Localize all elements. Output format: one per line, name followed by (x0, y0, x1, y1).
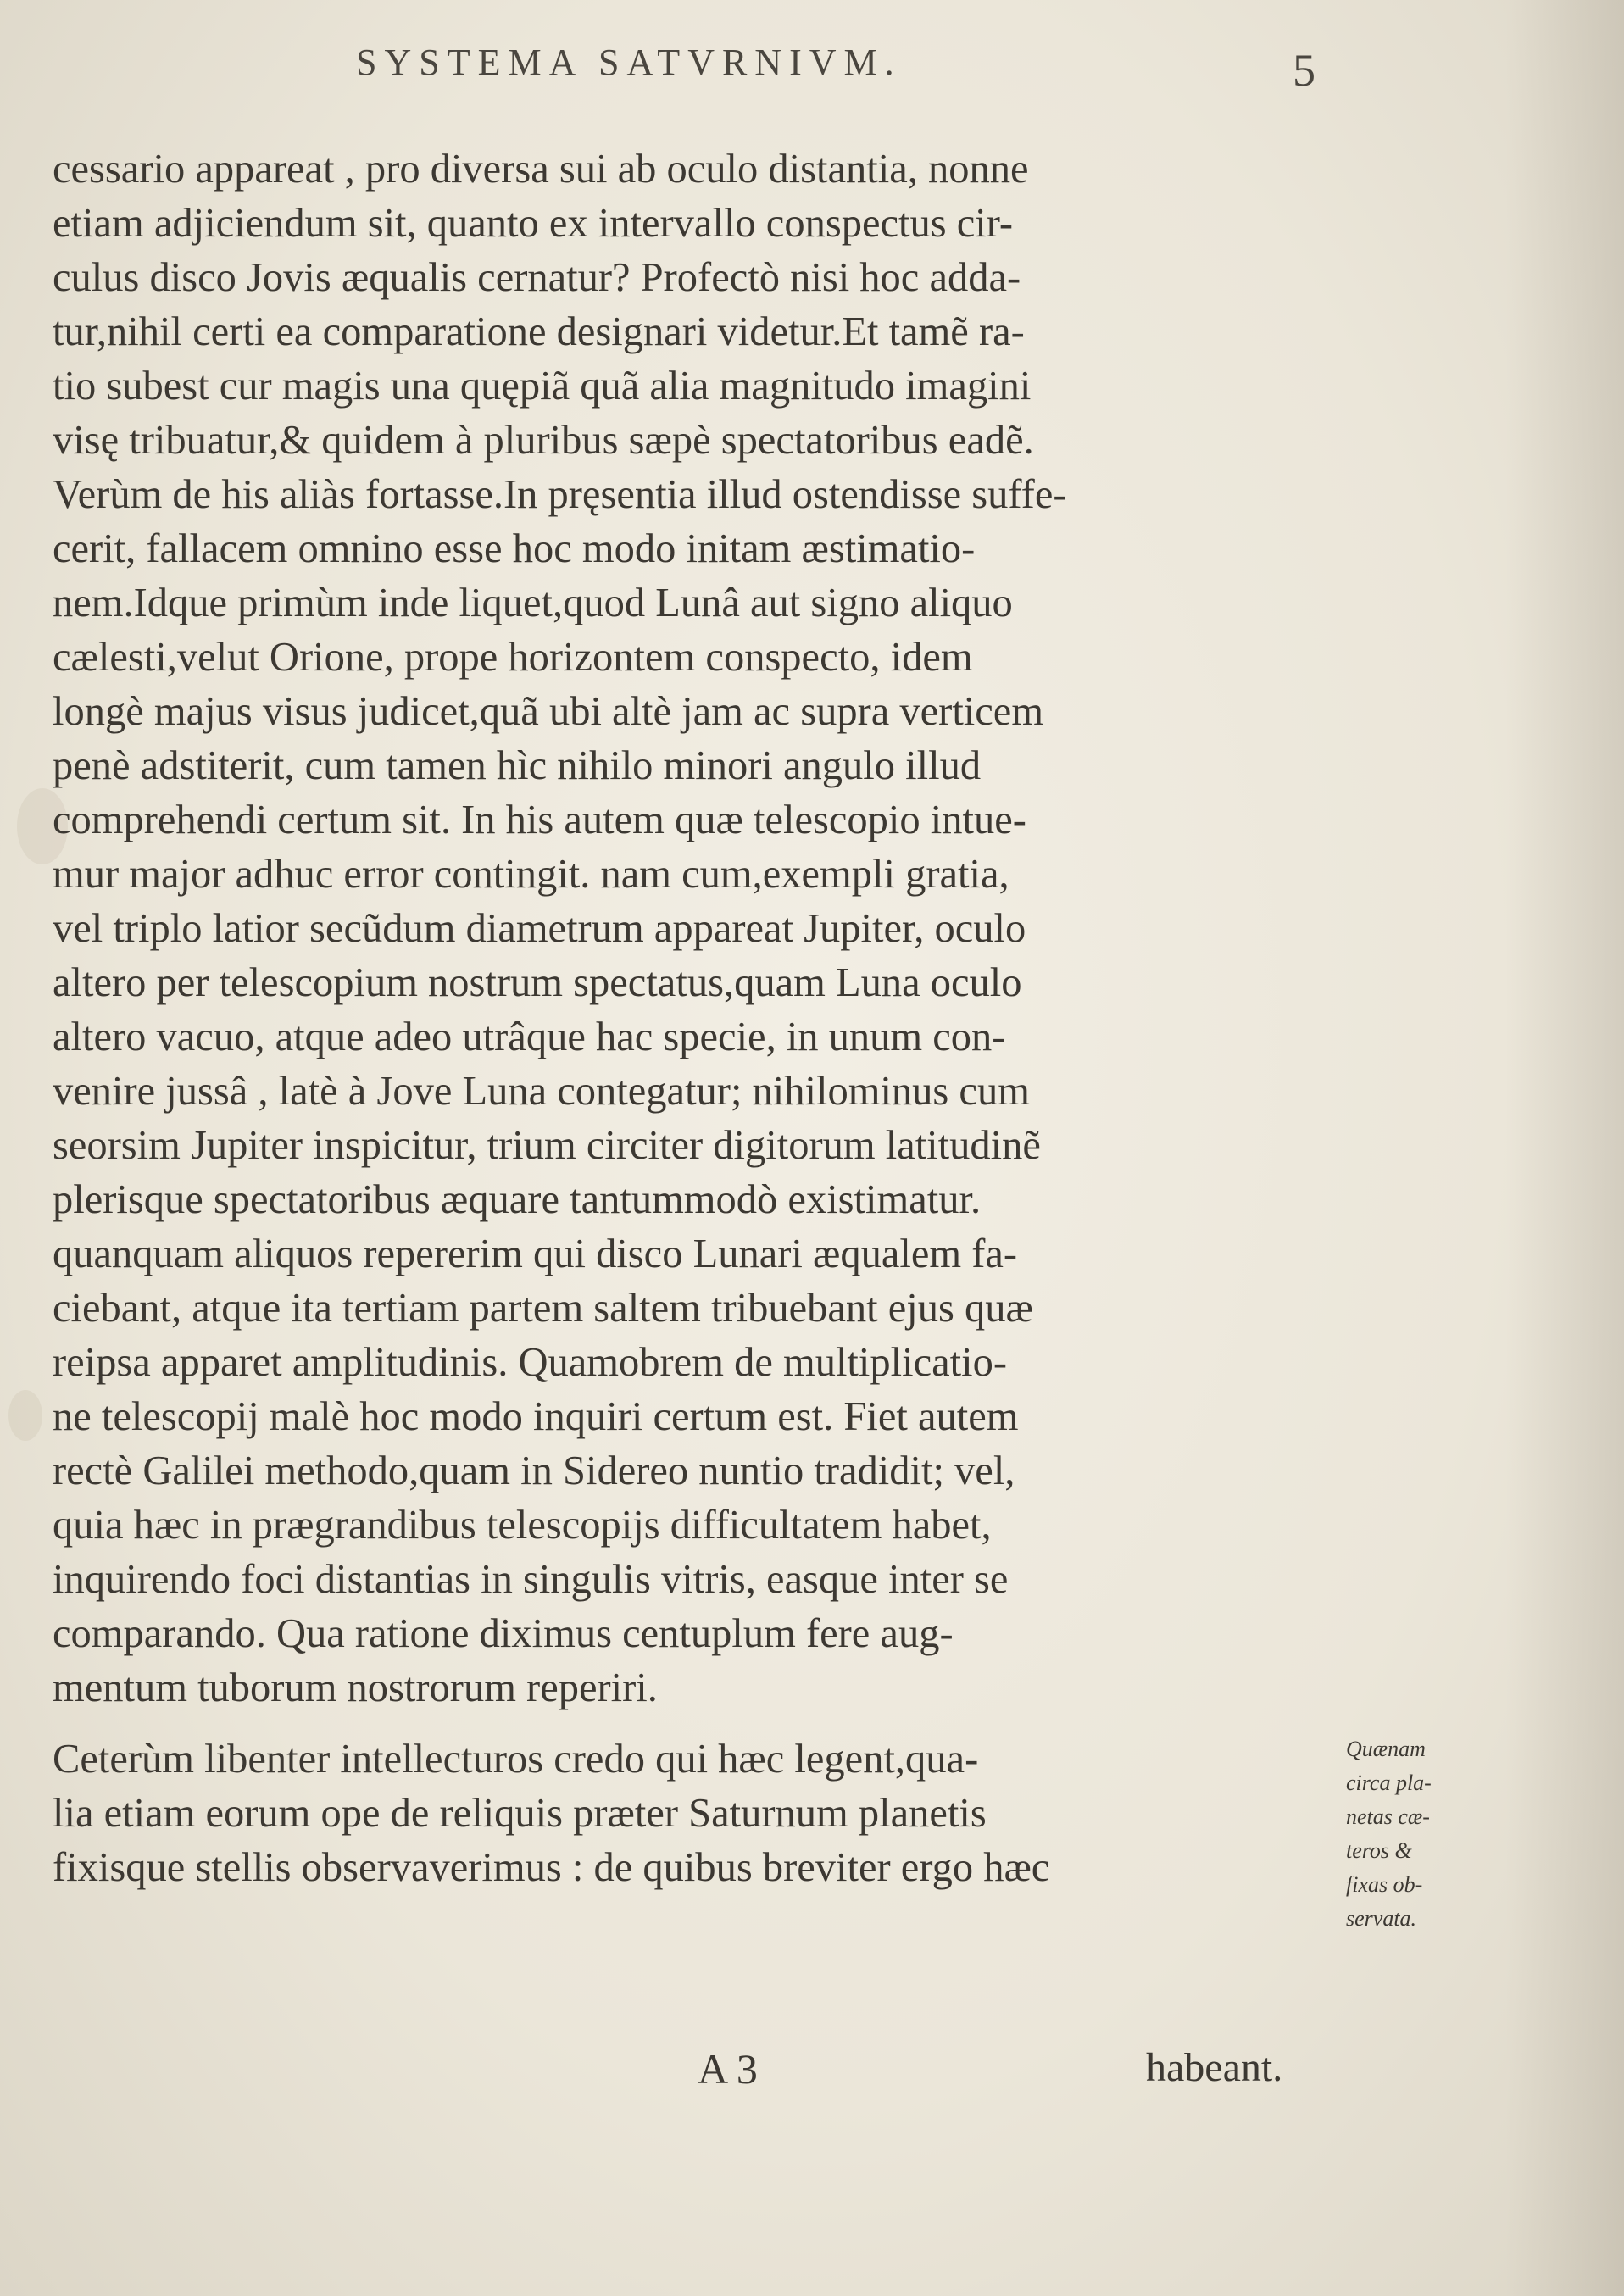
text-line: Ceterùm libenter intellecturos credo qui hæc legent,qua- (53, 1737, 979, 1782)
text-line: cerit, fallacem omnino esse hoc modo initam æstimatio- (53, 526, 976, 571)
marginal-note-line: teros & (1346, 1838, 1412, 1863)
text-line: ciebant, atque ita tertiam partem saltem tribuebant ejus quæ (53, 1286, 1033, 1331)
text-line: plerisque spectatoribus æquare tantummodò existimatur. (53, 1177, 982, 1222)
text-line: seorsim Jupiter inspicitur, trium circiter digitorum latitudinẽ (53, 1123, 1041, 1168)
catchword: habeant. (1146, 2045, 1283, 2090)
text-line: mur major adhuc error contingit. nam cum,exempli gratia, (53, 852, 1009, 897)
page-number: 5 (1293, 45, 1315, 96)
text-line: visę tribuatur,& quidem à pluribus sæpè spectatoribus eadẽ. (53, 418, 1034, 463)
marginal-note-line: fixas ob- (1346, 1872, 1423, 1897)
marginal-note-line: servata. (1346, 1906, 1417, 1931)
text-line: rectè Galilei methodo,quam in Sidereo nuntio tradidit; vel, (53, 1448, 1015, 1493)
text-line: nem.Idque primùm inde liquet,quod Lunâ aut signo aliquo (53, 581, 1013, 625)
text-line: inquirendo foci distantias in singulis vitris, easque inter se (53, 1557, 1009, 1602)
text-line: vel triplo latior secũdum diametrum appareat Jupiter, oculo (53, 906, 1026, 951)
text-line: altero per telescopium nostrum spectatus,quam Luna oculo (53, 960, 1022, 1005)
signature-mark: A 3 (698, 2045, 758, 2093)
text-line: comprehendi certum sit. In his autem quæ telescopio intue- (53, 798, 1026, 842)
text-line: cælesti,velut Orione, prope horizontem conspecto, idem (53, 635, 973, 680)
text-line: tio subest cur magis una quępiã quã alia magnitudo imagini (53, 364, 1032, 409)
text-line: fixisque stellis observaverimus : de quibus breviter ergo hæc (53, 1845, 1050, 1890)
text-line: culus disco Jovis æqualis cernatur? Profectò nisi hoc adda- (53, 255, 1021, 300)
text-line: venire jussâ , latè à Jove Luna contegatur; nihilominus cum (53, 1069, 1030, 1114)
text-line: penè adstiterit, cum tamen hìc nihilo minori angulo illud (53, 743, 982, 788)
marginal-note-line: Quænam (1346, 1737, 1426, 1761)
page-edge-shadow (1505, 0, 1624, 2296)
marginal-note-line: netas cæ- (1346, 1804, 1430, 1829)
text-line: longè majus visus judicet,quã ubi altè jam ac supra verticem (53, 689, 1044, 734)
text-line: quanquam aliquos repererim qui disco Lunari æqualem fa- (53, 1231, 1018, 1276)
text-line: tur,nihil certi ea comparatione designari videtur.Et tamẽ ra- (53, 309, 1025, 354)
text-line: comparando. Qua ratione diximus centuplum fere aug- (53, 1611, 954, 1656)
text-line: etiam adjiciendum sit, quanto ex intervallo conspectus cir- (53, 201, 1014, 246)
text-line: lia etiam eorum ope de reliquis præter Saturnum planetis (53, 1791, 987, 1836)
text-line: reipsa apparet amplitudinis. Quamobrem de multiplicatio- (53, 1340, 1007, 1385)
paper-stain (8, 1390, 42, 1441)
text-line: Verùm de his aliàs fortasse.In pręsentia illud ostendisse suffe- (53, 472, 1067, 517)
text-line: ne telescopij malè hoc modo inquiri certum est. Fiet autem (53, 1394, 1019, 1439)
text-line: quia hæc in prægrandibus telescopijs difficultatem habet, (53, 1503, 992, 1548)
text-line: mentum tuborum nostrorum reperiri. (53, 1665, 658, 1710)
marginal-note-line: circa pla- (1346, 1771, 1432, 1795)
running-title: SYSTEMA SATVRNIVM. (356, 42, 902, 83)
text-line: altero vacuo, atque adeo utrâque hac specie, in unum con- (53, 1015, 1006, 1059)
text-line: cessario appareat , pro diversa sui ab oculo distantia, nonne (53, 147, 1029, 192)
